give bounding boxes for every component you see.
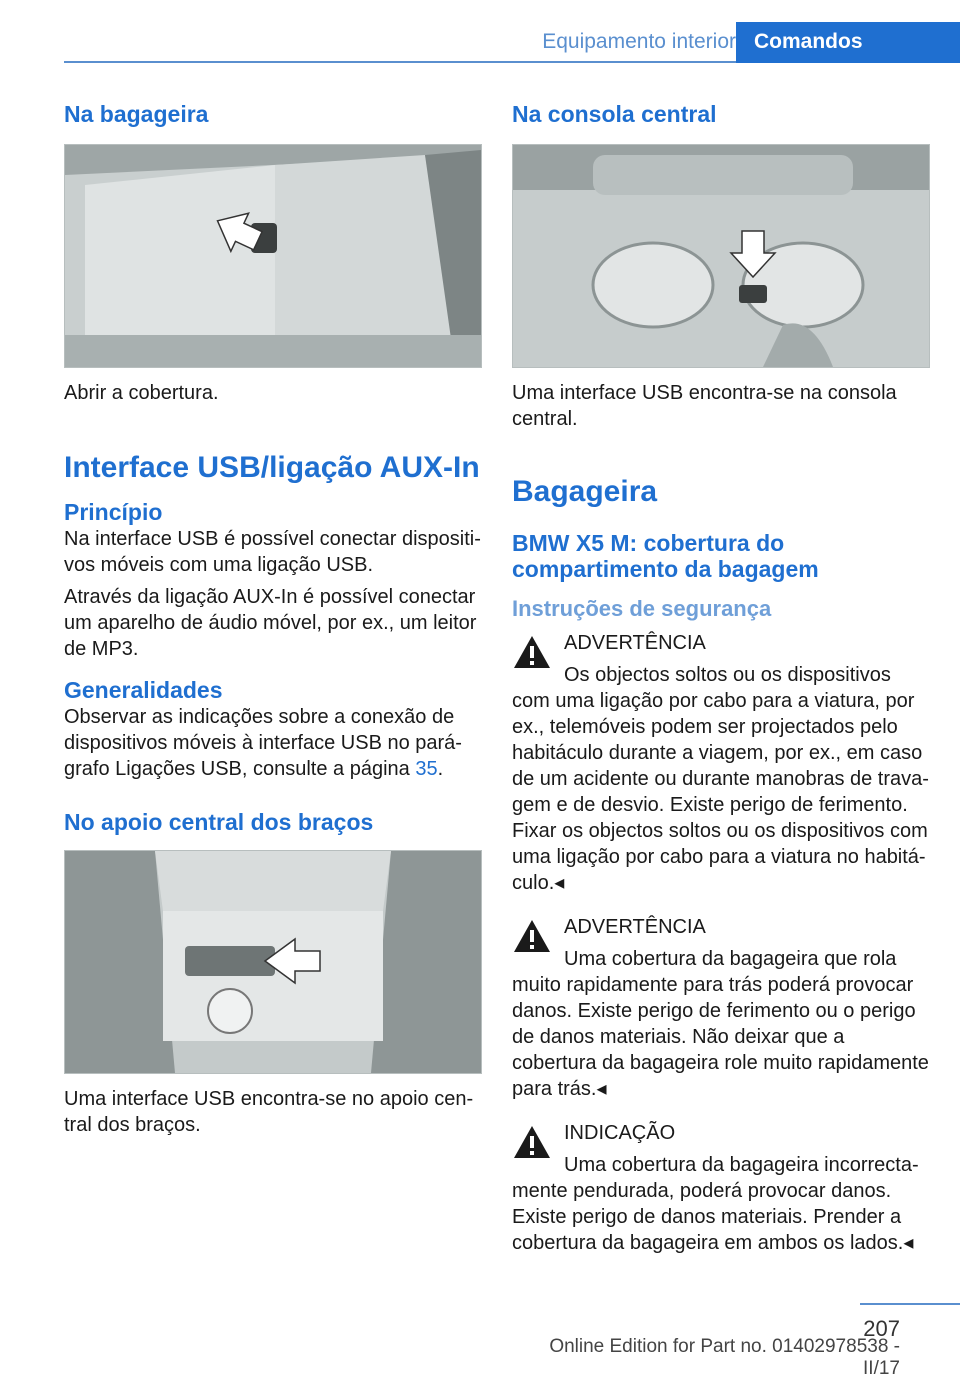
principle-p1: Na interface USB é possível conectar dispositi‐vos móveis com uma ligação USB. bbox=[64, 528, 481, 576]
warning-block-2 bbox=[512, 914, 930, 1102]
principle-p2: Através da ligação AUX-In é possível conectar um aparelho de áudio móvel, por ex., um leitor de MP3. bbox=[64, 586, 477, 660]
general-heading: Generalidades bbox=[64, 677, 223, 703]
notice-block bbox=[512, 1120, 930, 1256]
general-text bbox=[64, 704, 482, 782]
general-body: Observar as indicações sobre a conexão de dispositivos móveis à interface USB no pará‐grafo Ligações USB, consulte a página bbox=[64, 706, 462, 780]
console-heading: Na consola central bbox=[512, 101, 717, 127]
notice-text: Uma cobertura da bagageira incorrecta‐mente pendurada, poderá provocar danos. Existe perigo de danos materiais. Prender a cobertura da bagageira em ambos os lados.◂ bbox=[512, 1154, 919, 1254]
console-caption: Uma interface USB encontra-se na consola central. bbox=[512, 382, 897, 430]
luggage-subtitle: BMW X5 M: cobertura do compartimento da bagagem bbox=[512, 530, 819, 582]
page-link[interactable]: 35 bbox=[415, 758, 438, 780]
safety-heading: Instruções de segurança bbox=[512, 596, 772, 621]
armrest-heading: No apoio central dos braços bbox=[64, 809, 374, 835]
console-figure bbox=[512, 144, 930, 368]
warning-block-1 bbox=[512, 630, 930, 896]
notice-label: INDICAÇÃO bbox=[564, 1122, 676, 1144]
left-column bbox=[64, 100, 482, 1138]
warning-label-2: ADVERTÊNCIA bbox=[564, 916, 706, 938]
footer-rule bbox=[860, 1303, 960, 1305]
warning-text-2: Uma cobertura da bagageira que rola muito rapidamente para trás poderá provocar danos. Existe perigo de ferimento ou o perigo de danos materiais. Não deixar que a cobertura da bagageira role muito rapidamente para trás.◂ bbox=[512, 948, 929, 1100]
footer-edition: Online Edition for Part no. 01402978538 - II/17 bbox=[549, 1336, 900, 1379]
warning-triangle-icon bbox=[512, 918, 552, 954]
principle-heading: Princípio bbox=[64, 499, 163, 525]
general-end: . bbox=[437, 758, 444, 780]
luggage-title: Bagageira bbox=[512, 475, 658, 508]
right-column bbox=[512, 100, 930, 1256]
trunk-heading: Na bagageira bbox=[64, 101, 209, 127]
header-chapter-tab: Comandos bbox=[736, 22, 960, 63]
warning-triangle-icon bbox=[512, 1124, 552, 1160]
warning-label-1: ADVERTÊNCIA bbox=[564, 632, 706, 654]
trunk-figure bbox=[64, 144, 482, 368]
warning-text-1: Os objectos soltos ou os dispositivos com uma ligação por cabo para a viatura, por ex., telemóveis podem ser projectados pelo habitáculo durante a viagem, por ex., em caso de um acidente ou durante manobras de trava‐gem e de desvio. Existe perigo de ferimento. Fixar os objectos soltos ou os dispositivos com uma ligação por cabo para a viatura no habitá‐culo.◂ bbox=[512, 664, 929, 894]
page-number: 207 bbox=[863, 1316, 900, 1341]
header-section: Equipamento interior bbox=[542, 30, 736, 53]
warning-triangle-icon bbox=[512, 634, 552, 670]
trunk-caption: Abrir a cobertura. bbox=[64, 382, 219, 404]
armrest-caption: Uma interface USB encontra-se no apoio cen‐tral dos braços. bbox=[64, 1088, 474, 1136]
armrest-figure bbox=[64, 850, 482, 1074]
usb-title: Interface USB/ligação AUX-In bbox=[64, 451, 480, 484]
